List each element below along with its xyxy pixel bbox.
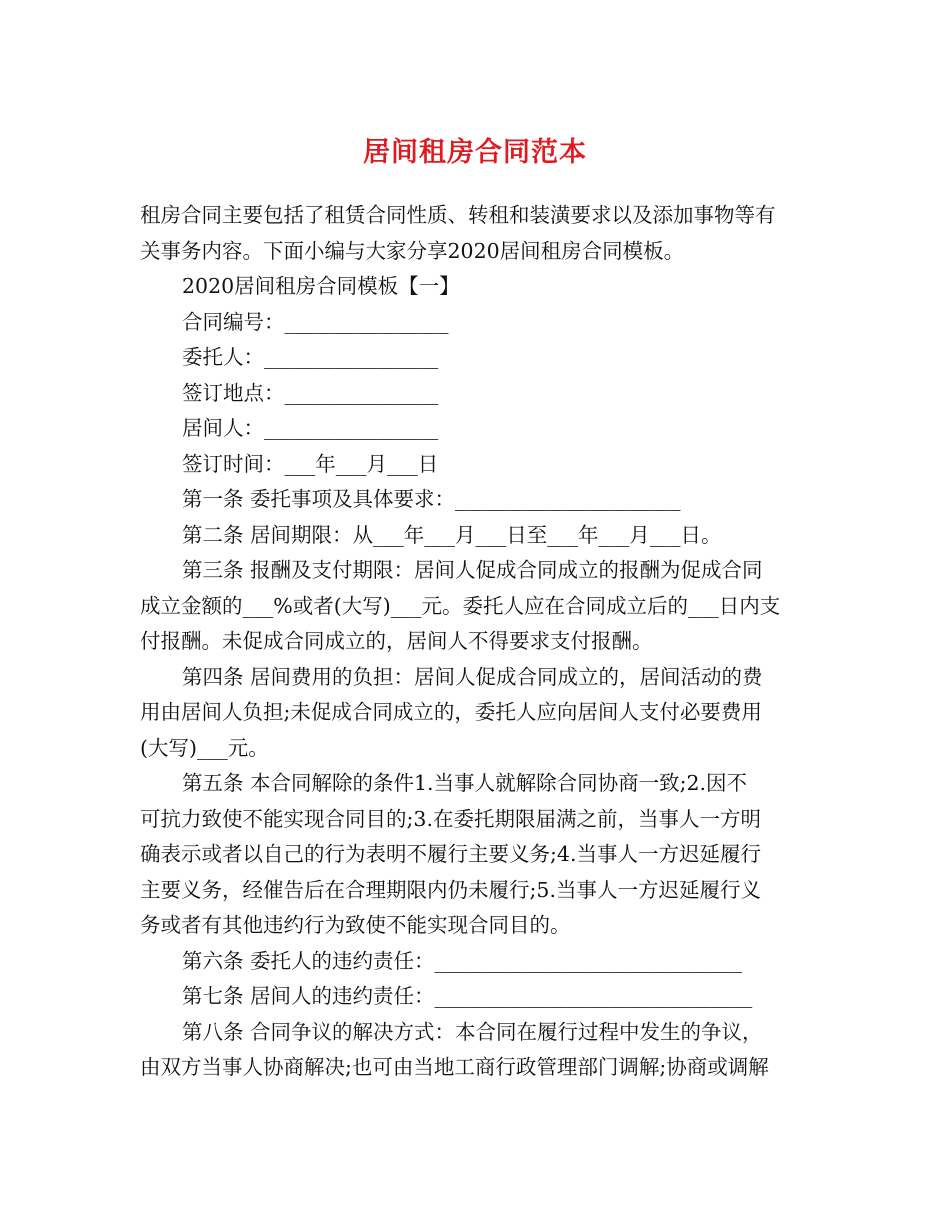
article-5-line-1: 第五条 本合同解除的条件1.当事人就解除合同协商一致;2.因不 bbox=[182, 771, 748, 795]
article-4-line-3: (大写)___元。 bbox=[140, 735, 269, 760]
article-3-line-3: 付报酬。未促成合同成立的，居间人不得要求支付报酬。 bbox=[140, 629, 653, 653]
document-title: 居间租房合同范本 bbox=[363, 137, 587, 168]
signing-date-field: 签订时间：___年___月___日 bbox=[182, 451, 439, 476]
article-7: 第七条 居间人的违约责任：_______________________________ bbox=[182, 984, 753, 1008]
article-4-line-2: 用由居间人负担;未促成合同成立的，委托人应向居间人支付必要费用 bbox=[140, 700, 762, 724]
intro-line-2: 关事务内容。下面小编与大家分享2020居间租房合同模板。 bbox=[140, 238, 685, 263]
article-6: 第六条 委托人的违约责任：______________________________ bbox=[182, 948, 743, 973]
signing-place-field: 签订地点：_______________ bbox=[182, 380, 439, 405]
article-5-line-2: 可抗力致使不能实现合同目的;3.在委托期限届满之前，当事人一方明 bbox=[140, 806, 761, 831]
article-3-line-2: 成立金额的___%或者(大写)___元。委托人应在合同成立后的___日内支 bbox=[140, 593, 781, 618]
article-5-line-4: 主要义务，经催告后在合理期限内仍未履行;5.当事人一方迟延履行义 bbox=[140, 877, 761, 902]
article-5-line-3: 确表示或者以自己的行为表明不履行主要义务;4.当事人一方迟延履行 bbox=[140, 842, 761, 866]
article-4-line-1: 第四条 居间费用的负担：居间人促成合同成立的，居间活动的费 bbox=[182, 664, 763, 689]
article-3-line-1: 第三条 报酬及支付期限：居间人促成合同成立的报酬为促成合同 bbox=[182, 558, 763, 582]
contract-number-field: 合同编号：________________ bbox=[182, 309, 449, 334]
article-1: 第一条 委托事项及具体要求：______________________ bbox=[182, 487, 681, 511]
article-8-line-1: 第八条 合同争议的解决方式：本合同在履行过程中发生的争议， bbox=[182, 1019, 763, 1044]
article-8-line-2: 由双方当事人协商解决;也可由当地工商行政管理部门调解;协商或调解 bbox=[140, 1055, 769, 1079]
article-2: 第二条 居间期限：从___年___月___日至___年___月___日。 bbox=[182, 522, 722, 547]
template-heading: 2020居间租房合同模板【一】 bbox=[182, 274, 460, 298]
intermediary-field: 居间人：_________________ bbox=[182, 416, 439, 440]
document-body bbox=[140, 198, 812, 1086]
principal-field: 委托人：_________________ bbox=[182, 345, 439, 369]
intro-line-1: 租房合同主要包括了租赁合同性质、转租和装潢要求以及添加事物等有 bbox=[140, 203, 776, 227]
article-5-line-5: 务或者有其他违约行为致使不能实现合同目的。 bbox=[140, 913, 571, 937]
